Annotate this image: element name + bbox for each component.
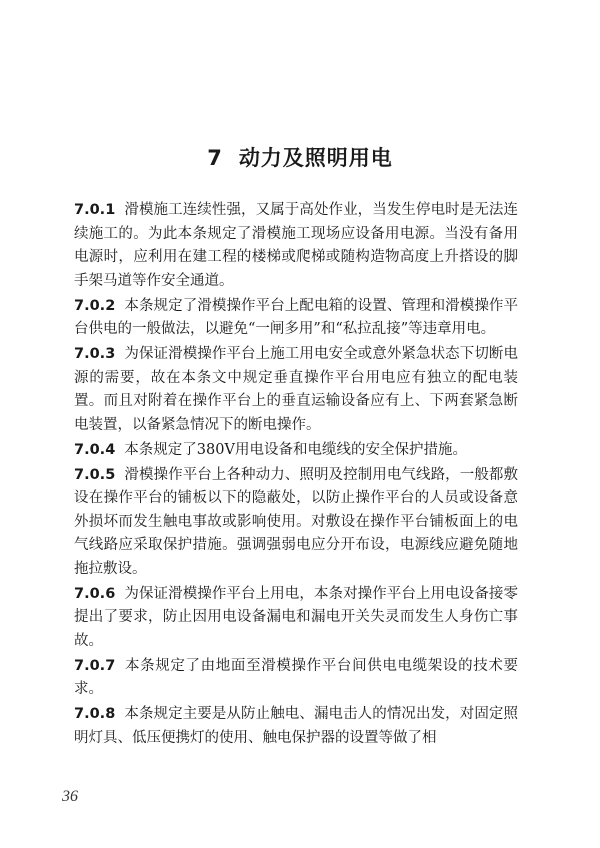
clause-text: 为保证滑模操作平台上用电，本条对操作平台上用电设备接零提出了要求，防止因用电设备漏电和漏电开关失灵而发生人身伤亡事故。: [74, 585, 518, 649]
clause-number: 7.0.4: [74, 441, 116, 458]
page-number: 36: [62, 788, 78, 805]
clause-number: 7.0.1: [74, 202, 116, 218]
clause-text: 本条规定了380V用电设备和电缆线的安全保护措施。: [124, 441, 467, 458]
clause-number: 7.0.2: [74, 297, 116, 314]
clause-text: 本条规定了滑模操作平台上配电箱的设置、管理和滑模操作平台供电的一般做法，以避免“一闸多用”和“私拉乱接”等违章用电。: [74, 297, 518, 337]
clause-text: 本条规定主要是从防止触电、漏电击人的情况出发，对固定照明灯具、低压便携灯的使用、触电保护器的设置等做了相: [74, 706, 518, 746]
clause-7-0-1: [74, 199, 518, 293]
clause-7-0-3: [74, 343, 518, 437]
clause-number: 7.0.8: [74, 706, 116, 722]
clause-7-0-8: [74, 703, 518, 750]
clause-7-0-6: [74, 583, 518, 654]
clause-7-0-2: [74, 295, 518, 342]
clause-number: 7.0.7: [74, 657, 116, 674]
clause-text: 滑模施工连续性强，又属于高处作业，当发生停电时是无法连续施工的。为此本条规定了滑模施工现场应设备用电源。当没有备用电源时，应利用在建工程的楼梯或爬梯或随构造物高度上升搭设的脚手架马道等作安全通道。: [74, 202, 518, 289]
document-body: [74, 199, 518, 752]
clause-7-0-7: [74, 655, 518, 702]
clause-number: 7.0.6: [74, 585, 116, 602]
clause-7-0-4: [74, 439, 518, 463]
clause-number: 7.0.3: [74, 346, 116, 362]
chapter-title: [0, 142, 600, 172]
clause-text: 滑模操作平台上各种动力、照明及控制用电气线路，一般都敷设在操作平台的铺板以下的隐蔽处，以防止操作平台的人员或设备意外损坏而发生触电事故或影响使用。对敷设在操作平台铺板面上的电气线路应采取保护措施。强调强弱电应分开布设，电源线应避免随地拖拉敷设。: [74, 466, 518, 577]
chapter-title-text: 动力及照明用电: [238, 146, 393, 170]
clause-number: 7.0.5: [74, 466, 116, 483]
clause-text: 为保证滑模操作平台上施工用电安全或意外紧急状态下切断电源的需要，故在本条文中规定垂直操作平台用电应有独立的配电装置。而且对附着在操作平台上的垂直运输设备应有上、下两套紧急断电装置，以备紧急情况下的断电操作。: [74, 346, 518, 433]
clause-text: 本条规定了由地面至滑模操作平台间供电电缆架设的技术要求。: [74, 657, 518, 697]
chapter-number: 7: [207, 146, 223, 170]
clause-7-0-5: [74, 464, 518, 582]
